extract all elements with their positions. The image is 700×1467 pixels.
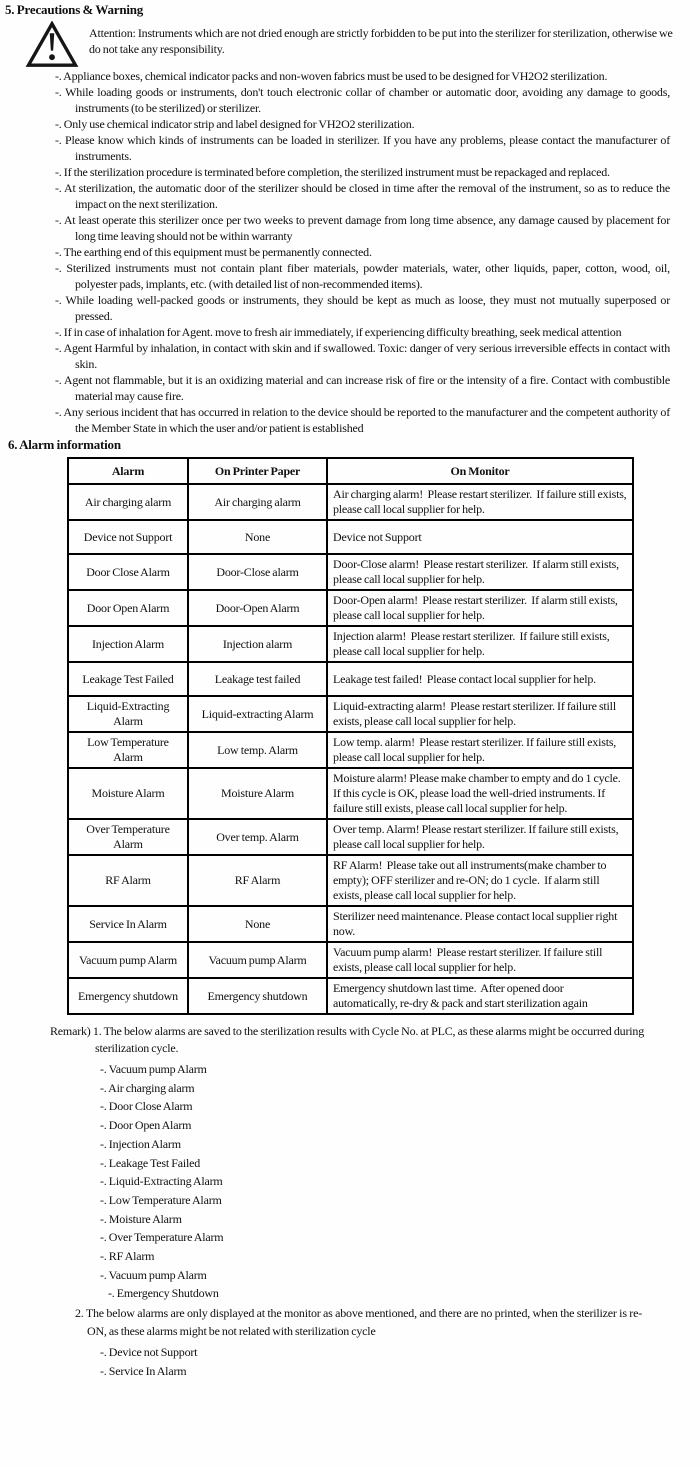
remark1-alarm-item: -. Low Temperature Alarm [100, 1192, 222, 1207]
remark1-alarm-item: -. Emergency Shutdown [108, 1286, 219, 1301]
table-row [68, 906, 633, 942]
precaution-list [0, 68, 700, 436]
table-row [68, 696, 633, 732]
table-row [68, 662, 633, 696]
table-row [68, 484, 633, 520]
printer-cell: Vacuum pump Alarm [188, 942, 327, 978]
remark1-alarm-item: -. Moisture Alarm [100, 1211, 182, 1226]
printer-cell: Injection alarm [188, 626, 327, 662]
printer-cell: Leakage test failed [188, 662, 327, 696]
alarm-cell: Service In Alarm [68, 906, 188, 942]
printer-cell: Air charging alarm [188, 484, 327, 520]
monitor-cell: Door-Close alarm! Please restart sterilizer. If alarm still exists, please call local supplier for help. [327, 554, 633, 590]
remark1-alarm-item: -. Injection Alarm [100, 1136, 181, 1151]
monitor-cell: Leakage test failed! Please contact local supplier for help. [327, 662, 633, 696]
printer-cell: Door-Open Alarm [188, 590, 327, 626]
remark1-alarm-item: -. Liquid-Extracting Alarm [100, 1174, 223, 1189]
printer-cell: Moisture Alarm [188, 768, 327, 819]
monitor-cell: RF Alarm! Please take out all instruments(make chamber to empty); OFF sterilizer and re-ON; do 1 cycle. If alarm still exists, please call local supplier for help. [327, 855, 633, 906]
alarm-table [67, 457, 634, 1015]
printer-cell: Low temp. Alarm [188, 732, 327, 768]
remark1-alarm-item: -. Vacuum pump Alarm [100, 1267, 207, 1282]
table-row [68, 520, 633, 554]
alarm-cell: Vacuum pump Alarm [68, 942, 188, 978]
precaution-item: -. Agent not flammable, but it is an oxidizing material and can increase risk of fire or the intensity of a fire. Contact with combustible material may cause fire. [55, 373, 670, 403]
precaution-item: -. Appliance boxes, chemical indicator packs and non-woven fabrics must be used to be designed for VH2O2 sterilization. [55, 69, 608, 83]
printer-cell: RF Alarm [188, 855, 327, 906]
section5-heading: 5. Precautions & Warning [5, 2, 144, 17]
printer-cell: None [188, 520, 327, 554]
table-row [68, 978, 633, 1014]
precaution-item: -. Only use chemical indicator strip and label designed for VH2O2 sterilization. [55, 117, 415, 131]
alarm-cell: Door Open Alarm [68, 590, 188, 626]
precaution-item: -. At sterilization, the automatic door of the sterilizer should be closed in time after the removal of the instrument, so as to reduce the impact on the next sterilization. [55, 181, 670, 211]
table-row [68, 855, 633, 906]
monitor-cell: Moisture alarm! Please make chamber to empty and do 1 cycle. If this cycle is OK, please load the well-dried instruments. If failure still exists, please call local supplier for help. [327, 768, 633, 819]
remark-note-1: Remark) 1. The below alarms are saved to the sterilization results with Cycle No. at PLC, as these alarms might be occurred during sterilization cycle. [50, 1024, 644, 1055]
monitor-cell: Air charging alarm! Please restart sterilizer. If failure still exists, please call local supplier for help. [327, 484, 633, 520]
table-row [68, 590, 633, 626]
precaution-item: -. The earthing end of this equipment must be permanently connected. [55, 245, 372, 259]
table-row [68, 732, 633, 768]
table-row [68, 819, 633, 855]
precaution-item: -. Sterilized instruments must not contain plant fiber materials, powder materials, water, other liquids, paper, cotton, wood, oil, polyester pads, implants, etc. (with detailed list of non-recommended items). [55, 261, 670, 291]
precaution-item: -. At least operate this sterilizer once per two weeks to prevent damage from long time absence, any damage caused by placement for long time leaving should not be within warranty [55, 213, 670, 243]
table-row [68, 768, 633, 819]
table-row [68, 942, 633, 978]
alarm-cell: Liquid-Extracting Alarm [68, 696, 188, 732]
alarm-cell: Leakage Test Failed [68, 662, 188, 696]
precaution-item: -. While loading goods or instruments, don't touch electronic collar of chamber or automatic door, avoiding any damage to goods, instruments (to be sterilized) or sterilizer. [55, 85, 670, 115]
alarm-cell: RF Alarm [68, 855, 188, 906]
monitor-cell: Sterilizer need maintenance. Please contact local supplier right now. [327, 906, 633, 942]
alarm-table-header-row [68, 458, 633, 484]
printer-cell: Over temp. Alarm [188, 819, 327, 855]
remark1-alarm-item: -. Leakage Test Failed [100, 1155, 201, 1170]
remark1-alarm-item: -. Door Open Alarm [100, 1118, 192, 1133]
remark1-alarm-list [0, 1060, 700, 1303]
printer-cell: Liquid-extracting Alarm [188, 696, 327, 732]
remark1-alarm-item: -. Vacuum pump Alarm [100, 1062, 207, 1076]
alarm-cell: Injection Alarm [68, 626, 188, 662]
monitor-cell: Door-Open alarm! Please restart sterilizer. If alarm still exists, please call local supplier for help. [327, 590, 633, 626]
attention-text: Attention: Instruments which are not dried enough are strictly forbidden to be put into the sterilizer for sterilization, otherwise we do not take any responsibility. [89, 26, 673, 56]
remark2-alarm-list [0, 1343, 700, 1380]
section6-heading: 6. Alarm information [8, 437, 121, 452]
table-row [68, 554, 633, 590]
alarm-cell: Over Temperature Alarm [68, 819, 188, 855]
alarm-cell: Emergency shutdown [68, 978, 188, 1014]
remark1-alarm-item: -. Door Close Alarm [100, 1099, 193, 1114]
monitor-cell: Injection alarm! Please restart sterilizer. If failure still exists, please call local supplier for help. [327, 626, 633, 662]
column-header-printer: On Printer Paper [188, 458, 327, 484]
monitor-cell: Vacuum pump alarm! Please restart sterilizer. If failure still exists, please call local supplier for help. [327, 942, 633, 978]
precaution-item: -. While loading well-packed goods or instruments, they should be kept as much as loose, they must not mutually superposed or pressed. [55, 293, 670, 323]
monitor-cell: Low temp. alarm! Please restart sterilizer. If failure still exists, please call local supplier for help. [327, 732, 633, 768]
precaution-item: -. Please know which kinds of instruments can be loaded in sterilizer. If you have any problems, please contact the manufacturer of instruments. [55, 133, 670, 163]
alarm-cell: Air charging alarm [68, 484, 188, 520]
printer-cell: Emergency shutdown [188, 978, 327, 1014]
alarm-cell: Device not Support [68, 520, 188, 554]
remark2-alarm-item: -. Device not Support [100, 1345, 198, 1360]
alarm-cell: Moisture Alarm [68, 768, 188, 819]
printer-cell: Door-Close alarm [188, 554, 327, 590]
attention-block [25, 21, 700, 68]
remark1-alarm-item: -. RF Alarm [100, 1249, 155, 1264]
remark-note-2: 2. The below alarms are only displayed at the monitor as above mentioned, and there are no printed, when the sterilizer is re-ON, as these alarms might be not related with sterilization cycle [75, 1306, 642, 1338]
monitor-cell: Over temp. Alarm! Please restart sterilizer. If failure still exists, please call local supplier for help. [327, 819, 633, 855]
monitor-cell: Liquid-extracting alarm! Please restart sterilizer. If failure still exists, please call local supplier for help. [327, 696, 633, 732]
remark1-alarm-item: -. Air charging alarm [100, 1080, 195, 1095]
table-row [68, 626, 633, 662]
monitor-cell: Emergency shutdown last time. After opened door automatically, re-dry & pack and start sterilization again [327, 978, 633, 1014]
monitor-cell: Device not Support [327, 520, 633, 554]
column-header-alarm: Alarm [68, 458, 188, 484]
remark1-alarm-item: -. Over Temperature Alarm [100, 1230, 224, 1245]
precaution-item: -. If in case of inhalation for Agent. move to fresh air immediately, if experiencing difficulty breathing, seek medical attention [55, 325, 622, 339]
alarm-cell: Low Temperature Alarm [68, 732, 188, 768]
precaution-item: -. If the sterilization procedure is terminated before completion, the sterilized instrument must be repackaged and replaced. [55, 165, 610, 179]
precaution-item: -. Any serious incident that has occurred in relation to the device should be reported to the manufacturer and the competent authority of the Member State in which the user and/or patient is established [55, 405, 670, 435]
remark2-alarm-item: -. Service In Alarm [100, 1363, 187, 1378]
alarm-cell: Door Close Alarm [68, 554, 188, 590]
warning-triangle-icon [25, 21, 79, 68]
column-header-monitor: On Monitor [327, 458, 633, 484]
precaution-item: -. Agent Harmful by inhalation, in contact with skin and if swallowed. Toxic: danger of very serious irreversible effects in contact with skin. [55, 341, 670, 371]
printer-cell: None [188, 906, 327, 942]
